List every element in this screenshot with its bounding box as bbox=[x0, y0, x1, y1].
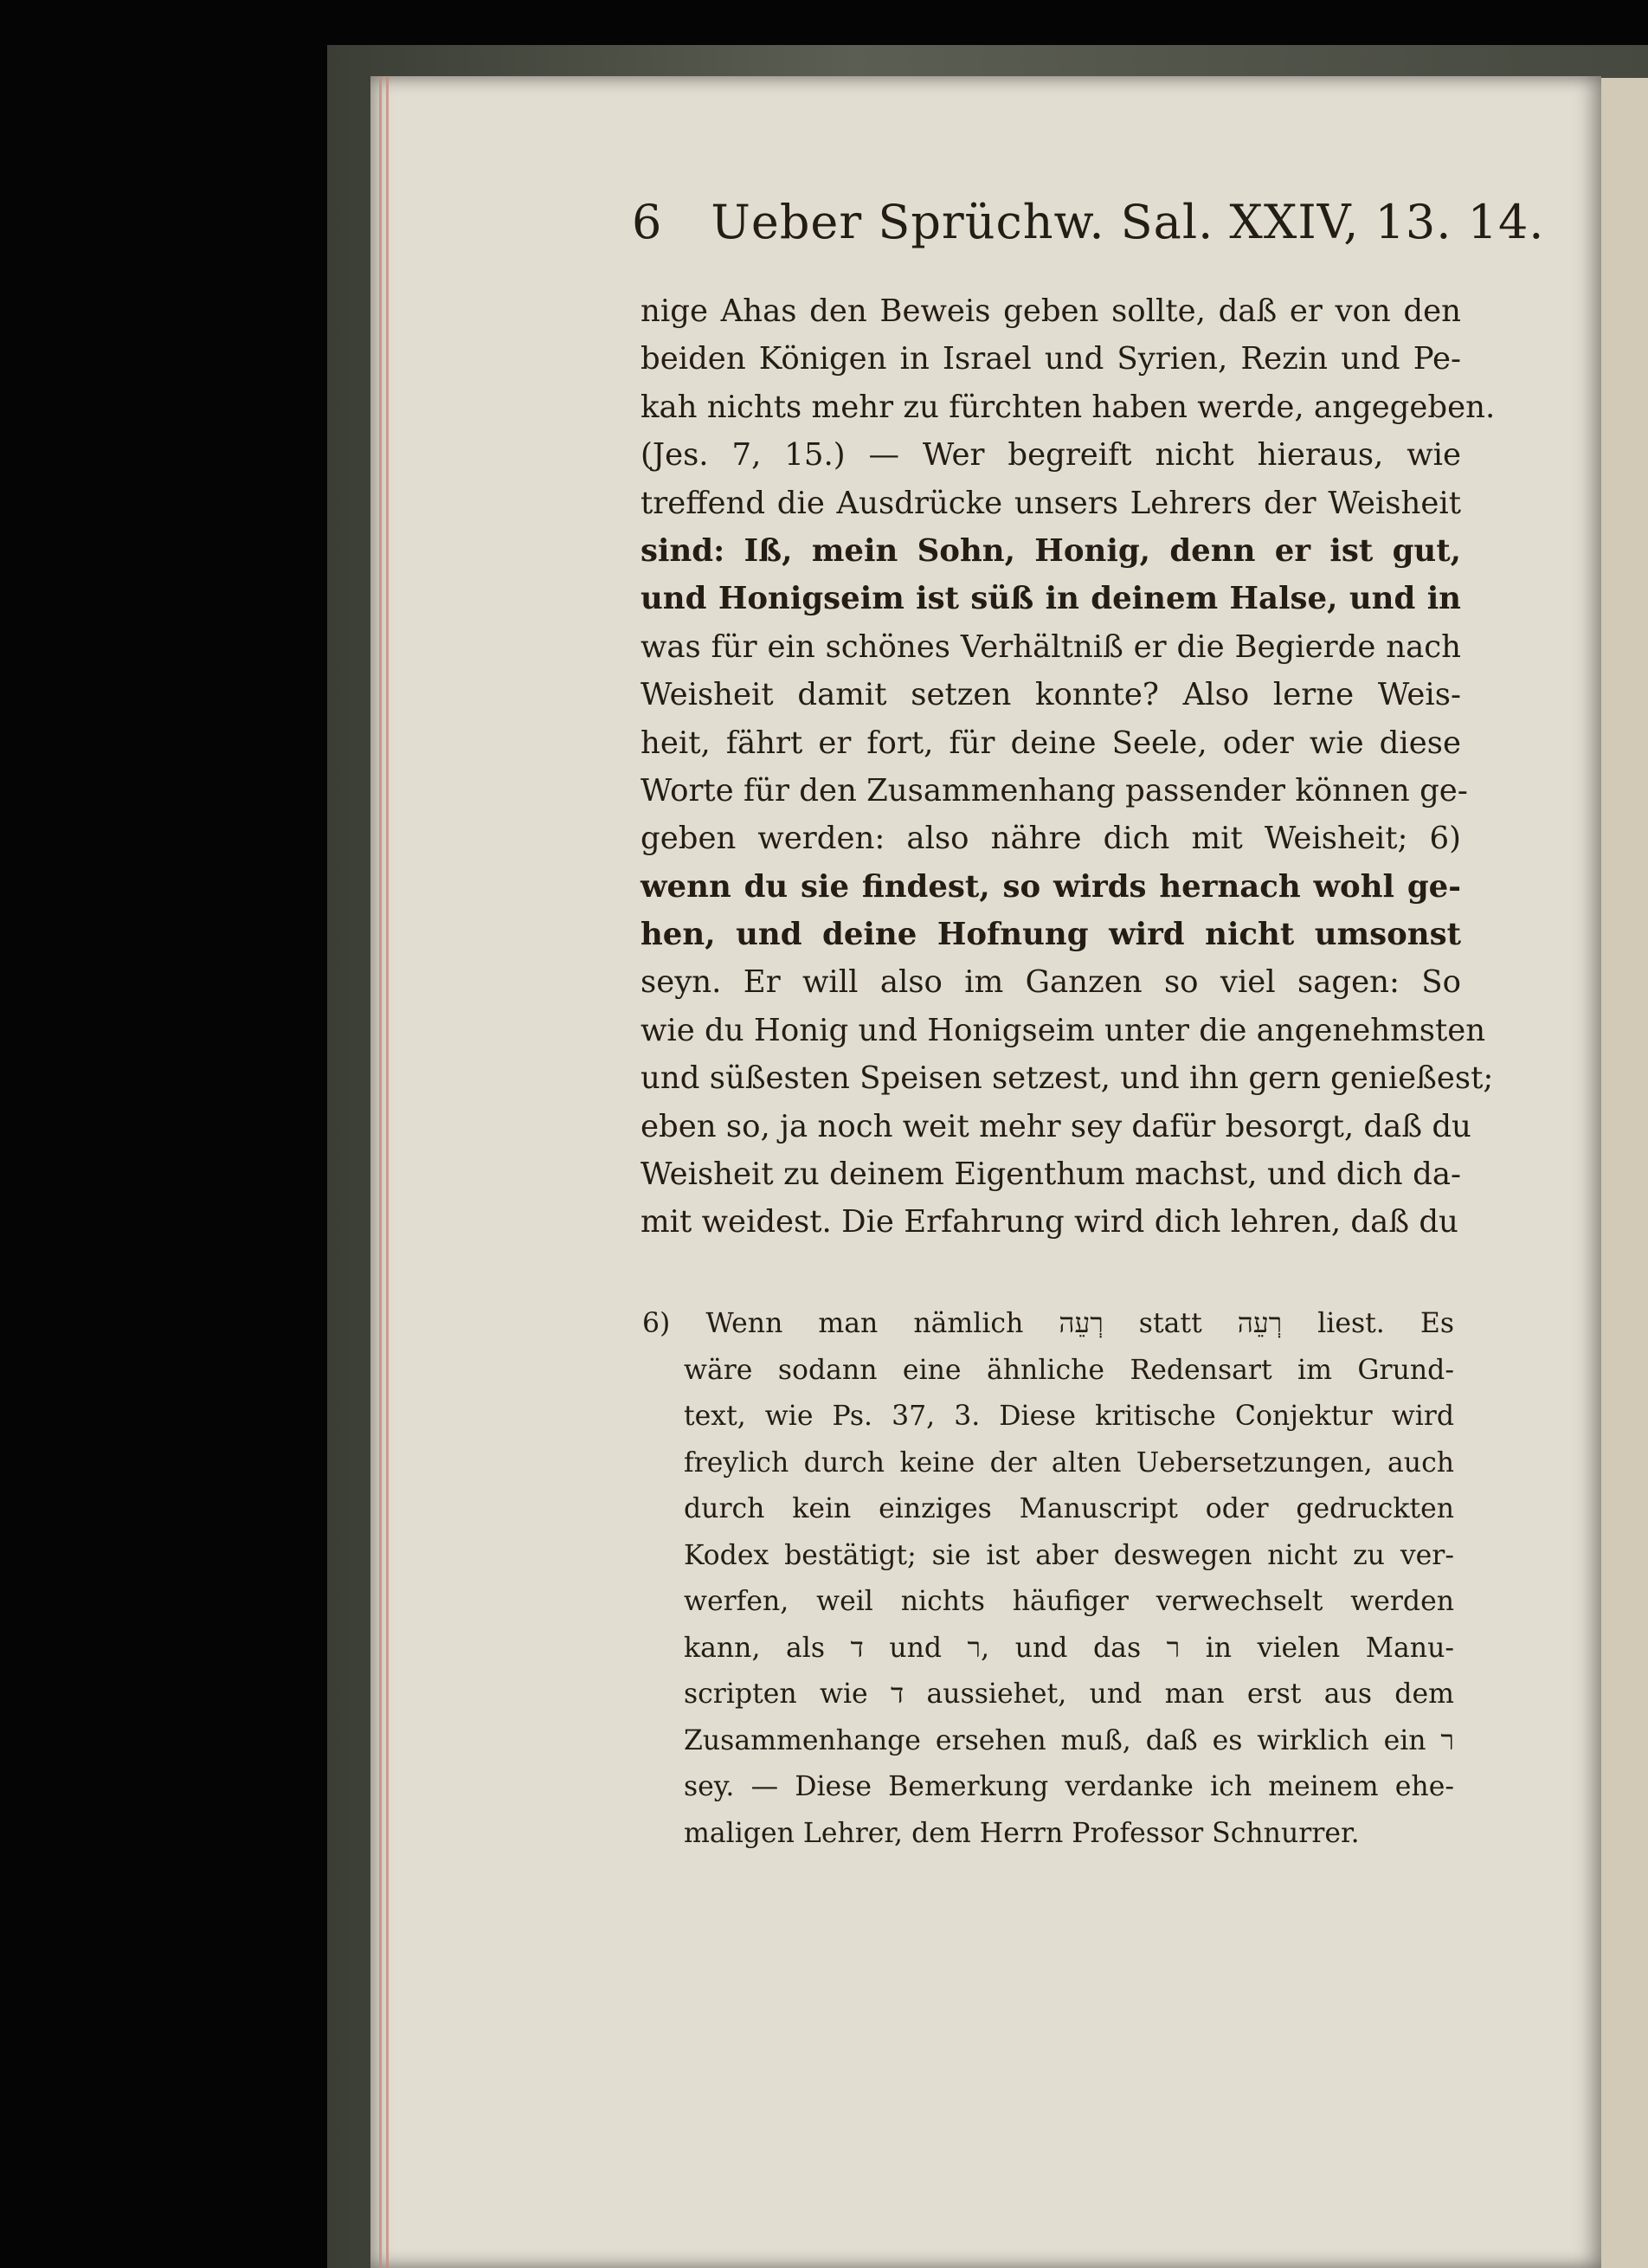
body-line: wenn du sie findest, so wirds hernach wohl ge- bbox=[641, 868, 1461, 905]
footnote-line: maligen Lehrer, dem Herrn Professor Schnurrer. bbox=[684, 1817, 1360, 1849]
body-line: sind: Iß, mein Sohn, Honig, denn er ist gut, bbox=[641, 532, 1461, 569]
footnote bbox=[642, 1301, 1454, 1857]
body-line: treffend die Ausdrücke unsers Lehrers der Weisheit bbox=[641, 485, 1461, 521]
body-line: mit weidest. Die Erfahrung wird dich lehren, daß du bbox=[641, 1204, 1458, 1240]
footnote-line: werfen, weil nichts häufiger verwechselt werden bbox=[684, 1586, 1454, 1617]
footnote-line: freylich durch keine der alten Uebersetzungen, auch bbox=[684, 1446, 1454, 1479]
body-line: kah nichts mehr zu fürchten haben werde, angegeben. bbox=[641, 389, 1496, 425]
body-line: (Jes. 7, 15.) — Wer begreift nicht hieraus, wie bbox=[641, 437, 1461, 474]
body-line: Weisheit zu deinem Eigenthum machst, und dich da- bbox=[641, 1157, 1461, 1193]
body-line: heit, fährt er fort, für deine Seele, oder wie diese bbox=[641, 725, 1461, 761]
body-text bbox=[641, 287, 1496, 1247]
body-line: und Honigseim ist süß in deinem Halse, und in bbox=[641, 581, 1461, 617]
body-line: wie du Honig und Honigseim unter die angenehmsten bbox=[641, 1012, 1486, 1048]
body-line: seyn. Er will also im Ganzen so viel sagen: So bbox=[641, 964, 1461, 1001]
footnote-line: text, wie Ps. 37, 3. Diese kritische Conjektur wird bbox=[684, 1401, 1454, 1432]
running-title: Ueber Sprüchw. Sal. XXIV, 13. 14. bbox=[711, 195, 1545, 249]
footnote-line: kann, als ד und ר, und das ר in vielen Manu- bbox=[684, 1632, 1454, 1664]
footnote-line: durch kein einziges Manuscript oder gedruckten bbox=[684, 1493, 1454, 1524]
running-head bbox=[632, 192, 1545, 253]
body-line: hen, und deine Hofnung wird nicht umsonst bbox=[641, 917, 1461, 953]
footnote-line: Zusammenhange ersehen muß, daß es wirklich ein ר bbox=[684, 1724, 1454, 1756]
body-line: beiden Königen in Israel und Syrien, Rezin und Pe- bbox=[641, 341, 1461, 377]
margin-rule bbox=[379, 76, 382, 2268]
body-line: geben werden: also nähre dich mit Weisheit; 6) bbox=[641, 821, 1461, 857]
footnote-line: 6) Wenn man nämlich רְעֵה statt רְעֵה liest. Es bbox=[642, 1308, 1454, 1339]
footnote-line: Kodex bestätigt; sie ist aber deswegen nicht zu ver- bbox=[684, 1539, 1454, 1571]
facing-page-edge bbox=[1601, 78, 1648, 2268]
body-line: nige Ahas den Beweis geben sollte, daß er von den bbox=[641, 293, 1461, 329]
footnote-line: scripten wie ד aussiehet, und man erst aus dem bbox=[684, 1678, 1454, 1710]
body-line: Weisheit damit setzen konnte? Also lerne Weis- bbox=[641, 677, 1461, 713]
page-number: 6 bbox=[632, 195, 663, 249]
body-line: und süßesten Speisen setzest, und ihn gern genießest; bbox=[641, 1060, 1494, 1097]
margin-rule bbox=[386, 76, 389, 2268]
footnote-line: wäre sodann eine ähnliche Redensart im Grund- bbox=[684, 1354, 1454, 1386]
body-line: was für ein schönes Verhältniß er die Begierde nach bbox=[641, 628, 1461, 665]
body-line: eben so, ja noch weit mehr sey dafür besorgt, daß du bbox=[641, 1108, 1471, 1144]
body-line: Worte für den Zusammenhang passender können ge- bbox=[641, 772, 1468, 809]
footnote-line: sey. — Diese Bemerkung verdanke ich meinem ehe- bbox=[684, 1771, 1454, 1802]
